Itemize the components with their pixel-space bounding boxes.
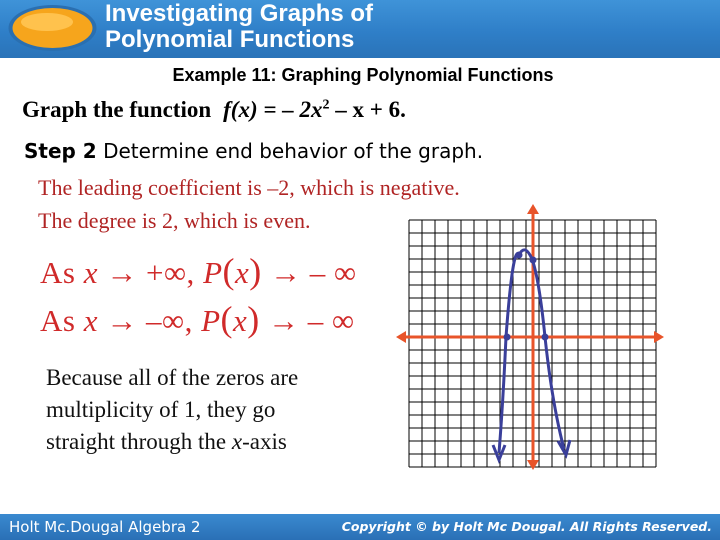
end-behavior-right: As x → +∞, P(x) → – ∞ [40,251,357,291]
step-text: Determine end behavior of the graph. [96,139,484,163]
degree-text: The degree is 2, which is even. [38,208,311,233]
problem-function [223,97,406,122]
arrow-symbol: → [106,303,138,338]
vertex-point [516,252,523,259]
footer-copyright: Copyright © by Holt Mc Dougal. All Rights Reserved. [341,519,712,534]
logo-ellipse-icon [7,3,98,53]
result-value: – ∞ [307,303,355,338]
p-function: P [203,255,223,290]
header-title-line2: Polynomial Functions [105,26,355,53]
step-heading [24,139,483,163]
multiplicity-note [46,362,376,458]
x-variable: x [83,303,98,338]
arrow-symbol: → [270,255,302,290]
y-axis-top-arrow [527,204,539,214]
zero-left-point [504,334,511,341]
end-behavior-left: As x → –∞, P(x) → – ∞ [40,299,355,339]
arrow-symbol: → [268,303,300,338]
function-rest: – x + 6. [329,97,406,122]
leading-coefficient-text: The leading coefficient is –2, which is negative. [38,175,460,200]
limit-value: –∞, [145,303,193,338]
header-title [105,1,373,53]
zero-right-point [542,334,549,341]
function-name: f(x) = – 2x [223,97,323,122]
arrow-symbol: → [106,255,138,290]
note-line1: Because all of the zeros are [46,365,299,390]
graph-axes [396,204,664,470]
header-bar [0,0,720,58]
header-title-line1: Investigating Graphs of [105,0,374,27]
as-word: As [40,303,76,338]
parabola-graph [392,203,666,471]
y-axis-bottom-arrow [527,460,539,470]
function-exponent: 2 [322,97,330,113]
limit-value: +∞, [145,255,195,290]
problem-prefix: Graph the function [22,97,212,122]
example-subtitle: Example 11: Graphing Polynomial Functions [172,65,554,85]
step-label: Step 2 [24,139,97,163]
x-variable: x [83,255,98,290]
p-argument: x [233,303,248,338]
x-axis-left-arrow [396,331,406,343]
footer-course: Holt Mc.Dougal Algebra 2 [9,518,201,536]
x-axis-right-arrow [654,331,664,343]
y-intercept-point [530,257,537,264]
p-function: P [201,303,221,338]
footer-bar [0,514,720,540]
note-line3: straight through the x-axis [46,429,287,454]
result-value: – ∞ [309,255,357,290]
note-line2: multiplicity of 1, they go [46,397,276,422]
problem-statement [22,97,406,123]
p-argument: x [235,255,250,290]
as-word: As [40,255,76,290]
